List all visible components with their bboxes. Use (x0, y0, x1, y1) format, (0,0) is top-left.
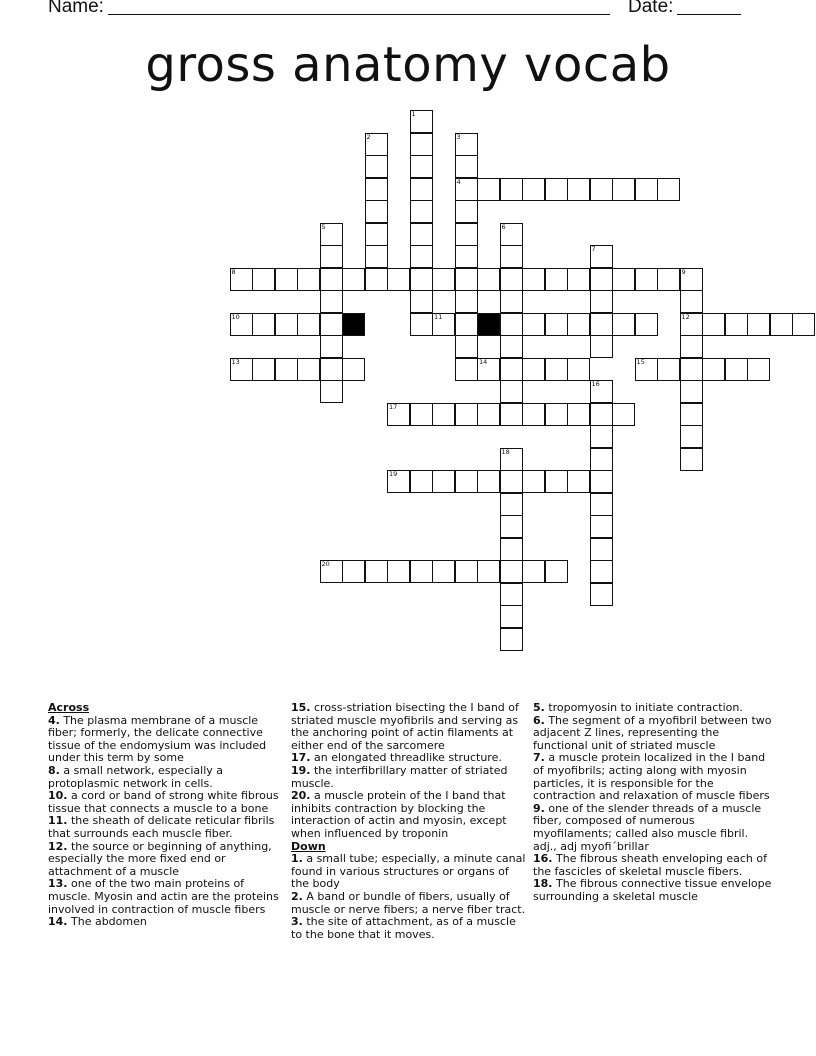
grid-cell[interactable] (657, 268, 680, 291)
grid-cell[interactable] (747, 358, 770, 381)
grid-cell[interactable] (635, 268, 658, 291)
grid-cell[interactable] (477, 560, 500, 583)
grid-cell[interactable] (365, 245, 388, 268)
clue-number: 16. (533, 852, 553, 866)
clue-number: 13. (48, 877, 68, 891)
across-clue (48, 765, 280, 790)
clue-text: a cord or band of strong white fibrous tissue that connects a muscle to a bone (48, 789, 279, 815)
grid-cell[interactable] (567, 268, 590, 291)
grid-cell[interactable] (455, 223, 478, 246)
grid-cell[interactable] (500, 538, 523, 561)
grid-cell[interactable] (387, 470, 410, 493)
cell-number: 18 (501, 447, 510, 456)
grid-cell[interactable] (455, 178, 478, 201)
clue-number: 10. (48, 789, 68, 803)
grid-cell[interactable] (567, 178, 590, 201)
grid-cell[interactable] (297, 313, 320, 336)
grid-cell[interactable] (500, 358, 523, 381)
clue-text: one of the two main proteins of muscle. Myosin and actin are the proteins involved in contraction of muscle fibers (48, 877, 279, 916)
grid-cell[interactable] (410, 245, 433, 268)
grid-cell[interactable] (500, 290, 523, 313)
clue-text: The fibrous sheath enveloping each of the fascicles of skeletal muscle fibers. (533, 852, 767, 878)
grid-cell[interactable] (545, 178, 568, 201)
grid-cell[interactable] (387, 268, 410, 291)
clue-text: The plasma membrane of a muscle fiber; formerly, the delicate connective tissue of the endomysium was included under this term by some (48, 713, 267, 765)
grid-cell[interactable] (252, 358, 275, 381)
grid-cell[interactable] (455, 403, 478, 426)
grid-cell[interactable] (455, 358, 478, 381)
grid-cell[interactable] (500, 178, 523, 201)
clue-number: 11. (48, 814, 68, 828)
grid-cell[interactable] (680, 380, 703, 403)
grid-cell[interactable] (500, 245, 523, 268)
grid-cell[interactable] (747, 313, 770, 336)
grid-cell[interactable] (635, 313, 658, 336)
clue-number: 17. (291, 751, 311, 765)
grid-cell[interactable] (432, 470, 455, 493)
grid-cell[interactable] (635, 178, 658, 201)
grid-cell[interactable] (590, 290, 613, 313)
grid-cell[interactable] (455, 133, 478, 156)
grid-cell[interactable] (432, 313, 455, 336)
name-label: Name: (48, 0, 104, 17)
grid-cell[interactable] (320, 223, 343, 246)
cell-number: 11 (434, 312, 443, 321)
grid-cell[interactable] (500, 313, 523, 336)
grid-cell[interactable] (320, 560, 343, 583)
clue-number: 15. (291, 701, 311, 714)
clue-text: a small network, especially a protoplasmic network in cells. (48, 763, 223, 790)
grid-cell[interactable] (545, 313, 568, 336)
down-clue (533, 803, 773, 853)
clue-number: 18. (533, 877, 553, 891)
grid-cell[interactable] (680, 335, 703, 358)
grid-cell[interactable] (590, 380, 613, 403)
cell-number: 12 (681, 312, 690, 321)
cell-number: 19 (389, 470, 398, 478)
grid-cell[interactable] (567, 470, 590, 493)
grid-cell[interactable] (410, 110, 433, 133)
grid-cell[interactable] (725, 358, 748, 381)
grid-cell[interactable] (275, 313, 298, 336)
grid-cell[interactable] (522, 313, 545, 336)
grid-cell[interactable] (230, 313, 253, 336)
clue-number: 8. (48, 763, 60, 777)
grid-cell[interactable] (275, 268, 298, 291)
across-clue (48, 841, 280, 879)
cell-number: 15 (636, 357, 645, 366)
grid-cell[interactable] (432, 268, 455, 291)
grid-cell[interactable] (320, 268, 343, 291)
grid-cell[interactable] (410, 178, 433, 201)
clue-text: one of the slender threads of a muscle fiber, composed of numerous myofilaments; called also muscle fibril. adj., adj myofi´brillar (533, 801, 762, 853)
cell-number: 20 (321, 560, 330, 568)
grid-cell[interactable] (680, 268, 703, 291)
grid-cell[interactable] (590, 178, 613, 201)
grid-cell[interactable] (455, 470, 478, 493)
grid-cell[interactable] (657, 358, 680, 381)
clue-text: a small tube; especially, a minute canal found in various structures or organs of the body (291, 852, 526, 891)
grid-cell[interactable] (297, 358, 320, 381)
grid-cell[interactable] (567, 358, 590, 381)
grid-cell[interactable] (612, 313, 635, 336)
grid-cell[interactable] (567, 403, 590, 426)
cell-number: 6 (501, 222, 506, 231)
grid-cell[interactable] (410, 223, 433, 246)
grid-cell[interactable] (455, 245, 478, 268)
grid-cell[interactable] (432, 560, 455, 583)
across-heading: Across (48, 701, 90, 714)
grid-cell[interactable] (590, 313, 613, 336)
cell-number: 16 (591, 380, 600, 388)
down-clue (291, 853, 526, 891)
grid-cell[interactable] (500, 403, 523, 426)
grid-cell[interactable] (500, 470, 523, 493)
grid-cell[interactable] (320, 358, 343, 381)
grid-cell[interactable] (410, 268, 433, 291)
grid-cell[interactable] (320, 380, 343, 403)
grid-cell[interactable] (522, 470, 545, 493)
grid-cell[interactable] (365, 133, 388, 156)
clue-number: 4. (48, 713, 60, 727)
cell-number: 9 (681, 267, 686, 276)
clue-text: the source or beginning of anything, especially the more fixed end or attachment of a muscle (48, 839, 272, 878)
clue-text: A band or bundle of fibers, usually of muscle or nerve fibers; a nerve fiber tract. (291, 889, 526, 916)
grid-cell[interactable] (410, 313, 433, 336)
cell-number: 8 (231, 267, 236, 276)
grid-cell[interactable] (455, 155, 478, 178)
grid-cell[interactable] (522, 268, 545, 291)
grid-cell[interactable] (387, 403, 410, 426)
grid-cell[interactable] (387, 560, 410, 583)
grid-cell[interactable] (702, 313, 725, 336)
grid-cell[interactable] (410, 470, 433, 493)
grid-cell[interactable] (455, 268, 478, 291)
grid-cell[interactable] (410, 560, 433, 583)
down-clue (533, 853, 773, 878)
cell-number: 2 (366, 132, 371, 141)
grid-cell[interactable] (320, 290, 343, 313)
clue-number: 9. (533, 801, 545, 815)
grid-cell[interactable] (365, 178, 388, 201)
grid-cell[interactable] (522, 403, 545, 426)
across-clue (48, 878, 280, 916)
grid-cell[interactable] (230, 358, 253, 381)
grid-cell[interactable] (275, 358, 298, 381)
clue-number: 20. (291, 789, 311, 803)
grid-cell[interactable] (455, 335, 478, 358)
grid-cell[interactable] (342, 268, 365, 291)
grid-cell[interactable] (590, 470, 613, 493)
clues-column-2 (291, 702, 526, 941)
grid-cell[interactable] (680, 358, 703, 381)
grid-cell[interactable] (342, 358, 365, 381)
down-clue (533, 878, 773, 903)
clue-text: The fibrous connective tissue envelope surrounding a skeletal muscle (533, 877, 772, 903)
cell-number: 7 (591, 245, 596, 253)
grid-cell[interactable] (455, 313, 478, 336)
grid-cell[interactable] (522, 178, 545, 201)
cell-number: 17 (389, 402, 398, 411)
grid-cell[interactable] (365, 200, 388, 223)
grid-cell[interactable] (612, 268, 635, 291)
grid-cell[interactable] (522, 358, 545, 381)
clue-text: tropomyosin to initiate contraction. (544, 701, 743, 714)
grid-cell[interactable] (500, 605, 523, 628)
grid-cell[interactable] (500, 223, 523, 246)
down-heading: Down (291, 839, 326, 853)
grid-cell[interactable] (702, 358, 725, 381)
across-clue (48, 790, 280, 815)
clue-text: the site of attachment, as of a muscle to the bone that it moves. (291, 915, 516, 941)
grid-cell[interactable] (455, 200, 478, 223)
grid-cell[interactable] (567, 313, 590, 336)
grid-cell[interactable] (432, 403, 455, 426)
grid-block (477, 313, 500, 336)
grid-cell[interactable] (770, 313, 793, 336)
grid-cell[interactable] (545, 268, 568, 291)
grid-cell[interactable] (477, 178, 500, 201)
grid-cell[interactable] (680, 448, 703, 471)
clue-text: The segment of a myofibril between two adjacent Z lines, representing the functional unit of striated muscle (533, 713, 772, 752)
clue-text: the interfibrillary matter of striated muscle. (291, 763, 508, 790)
page-title: gross anatomy vocab (145, 37, 671, 93)
date-label: Date: (628, 0, 674, 17)
grid-cell[interactable] (590, 268, 613, 291)
across-clue (291, 765, 526, 790)
grid-cell[interactable] (590, 560, 613, 583)
grid-cell[interactable] (410, 290, 433, 313)
clue-number: 6. (533, 713, 545, 727)
clue-number: 1. (291, 852, 303, 866)
grid-cell[interactable] (590, 403, 613, 426)
grid-cell[interactable] (522, 560, 545, 583)
grid-cell[interactable] (500, 560, 523, 583)
down-clue (533, 715, 773, 753)
grid-cell[interactable] (590, 448, 613, 471)
grid-cell[interactable] (680, 403, 703, 426)
grid-cell[interactable] (545, 403, 568, 426)
grid-cell[interactable] (500, 493, 523, 516)
across-clue (48, 715, 280, 765)
grid-cell[interactable] (230, 268, 253, 291)
down-clue (291, 891, 526, 916)
grid-cell[interactable] (545, 470, 568, 493)
cell-number: 10 (231, 312, 240, 321)
grid-cell[interactable] (297, 268, 320, 291)
clue-text: The abdomen (67, 915, 147, 929)
down-clue (291, 916, 526, 941)
clue-text: cross-striation bisecting the I band of striated muscle myofibrils and serving as the anchoring point of actin filaments at either end of the sarcomere (291, 701, 519, 752)
grid-cell[interactable] (635, 358, 658, 381)
grid-cell[interactable] (725, 313, 748, 336)
grid-cell[interactable] (455, 290, 478, 313)
grid-cell[interactable] (365, 560, 388, 583)
across-clue (291, 790, 526, 840)
grid-cell[interactable] (590, 538, 613, 561)
cell-number: 1 (411, 110, 416, 118)
clue-number: 19. (291, 763, 311, 777)
grid-cell[interactable] (590, 493, 613, 516)
clue-text: a muscle protein of the I band that inhibits contraction by blocking the interaction of actin and myosin, except when influenced by troponin (291, 789, 507, 840)
grid-block (342, 313, 365, 336)
grid-cell[interactable] (500, 515, 523, 538)
grid-cell[interactable] (500, 380, 523, 403)
grid-cell[interactable] (477, 358, 500, 381)
grid-cell[interactable] (500, 448, 523, 471)
grid-cell[interactable] (680, 290, 703, 313)
cell-number: 13 (231, 357, 240, 366)
grid-cell[interactable] (320, 335, 343, 358)
grid-cell[interactable] (590, 335, 613, 358)
clue-number: 12. (48, 839, 68, 853)
grid-cell[interactable] (590, 425, 613, 448)
clue-number: 2. (291, 889, 303, 903)
clue-number: 3. (291, 915, 303, 929)
grid-cell[interactable] (252, 313, 275, 336)
clue-number: 5. (533, 701, 545, 714)
clue-text: an elongated threadlike structure. (310, 751, 502, 765)
clues-column-3 (533, 702, 773, 904)
grid-cell[interactable] (500, 628, 523, 651)
grid-cell[interactable] (680, 313, 703, 336)
clue-text: the sheath of delicate reticular fibrils that surrounds each muscle fiber. (48, 814, 275, 840)
grid-cell[interactable] (590, 515, 613, 538)
grid-cell[interactable] (500, 583, 523, 606)
cell-number: 4 (456, 177, 461, 186)
clue-number: 14. (48, 915, 68, 929)
clues-column-1 (48, 702, 280, 929)
grid-cell[interactable] (365, 155, 388, 178)
grid-cell[interactable] (410, 403, 433, 426)
grid-cell[interactable] (365, 268, 388, 291)
grid-cell[interactable] (590, 245, 613, 268)
across-clue (48, 916, 280, 929)
grid-cell[interactable] (657, 178, 680, 201)
grid-cell[interactable] (410, 200, 433, 223)
clue-number: 7. (533, 751, 545, 765)
grid-cell[interactable] (477, 470, 500, 493)
grid-cell[interactable] (365, 223, 388, 246)
cell-number: 3 (456, 132, 461, 141)
down-clue (533, 752, 773, 802)
grid-cell[interactable] (680, 425, 703, 448)
grid-cell[interactable] (342, 560, 365, 583)
across-clue (291, 702, 526, 752)
cell-number: 5 (321, 222, 326, 231)
grid-cell[interactable] (612, 178, 635, 201)
grid-cell[interactable] (410, 155, 433, 178)
grid-cell[interactable] (252, 268, 275, 291)
grid-cell[interactable] (320, 313, 343, 336)
grid-cell[interactable] (500, 335, 523, 358)
grid-cell[interactable] (410, 133, 433, 156)
grid-cell[interactable] (320, 245, 343, 268)
grid-cell[interactable] (545, 358, 568, 381)
clue-text: a muscle protein localized in the I band of myofibrils; acting along with myosin particles, it is responsible for the contraction and relaxation of muscle fibers (533, 751, 770, 803)
grid-cell[interactable] (500, 268, 523, 291)
grid-cell[interactable] (477, 403, 500, 426)
grid-cell[interactable] (590, 583, 613, 606)
grid-cell[interactable] (545, 560, 568, 583)
across-clue (48, 815, 280, 840)
grid-cell[interactable] (612, 403, 635, 426)
cell-number: 14 (479, 357, 488, 366)
grid-cell[interactable] (477, 268, 500, 291)
grid-cell[interactable] (455, 560, 478, 583)
grid-cell[interactable] (792, 313, 815, 336)
